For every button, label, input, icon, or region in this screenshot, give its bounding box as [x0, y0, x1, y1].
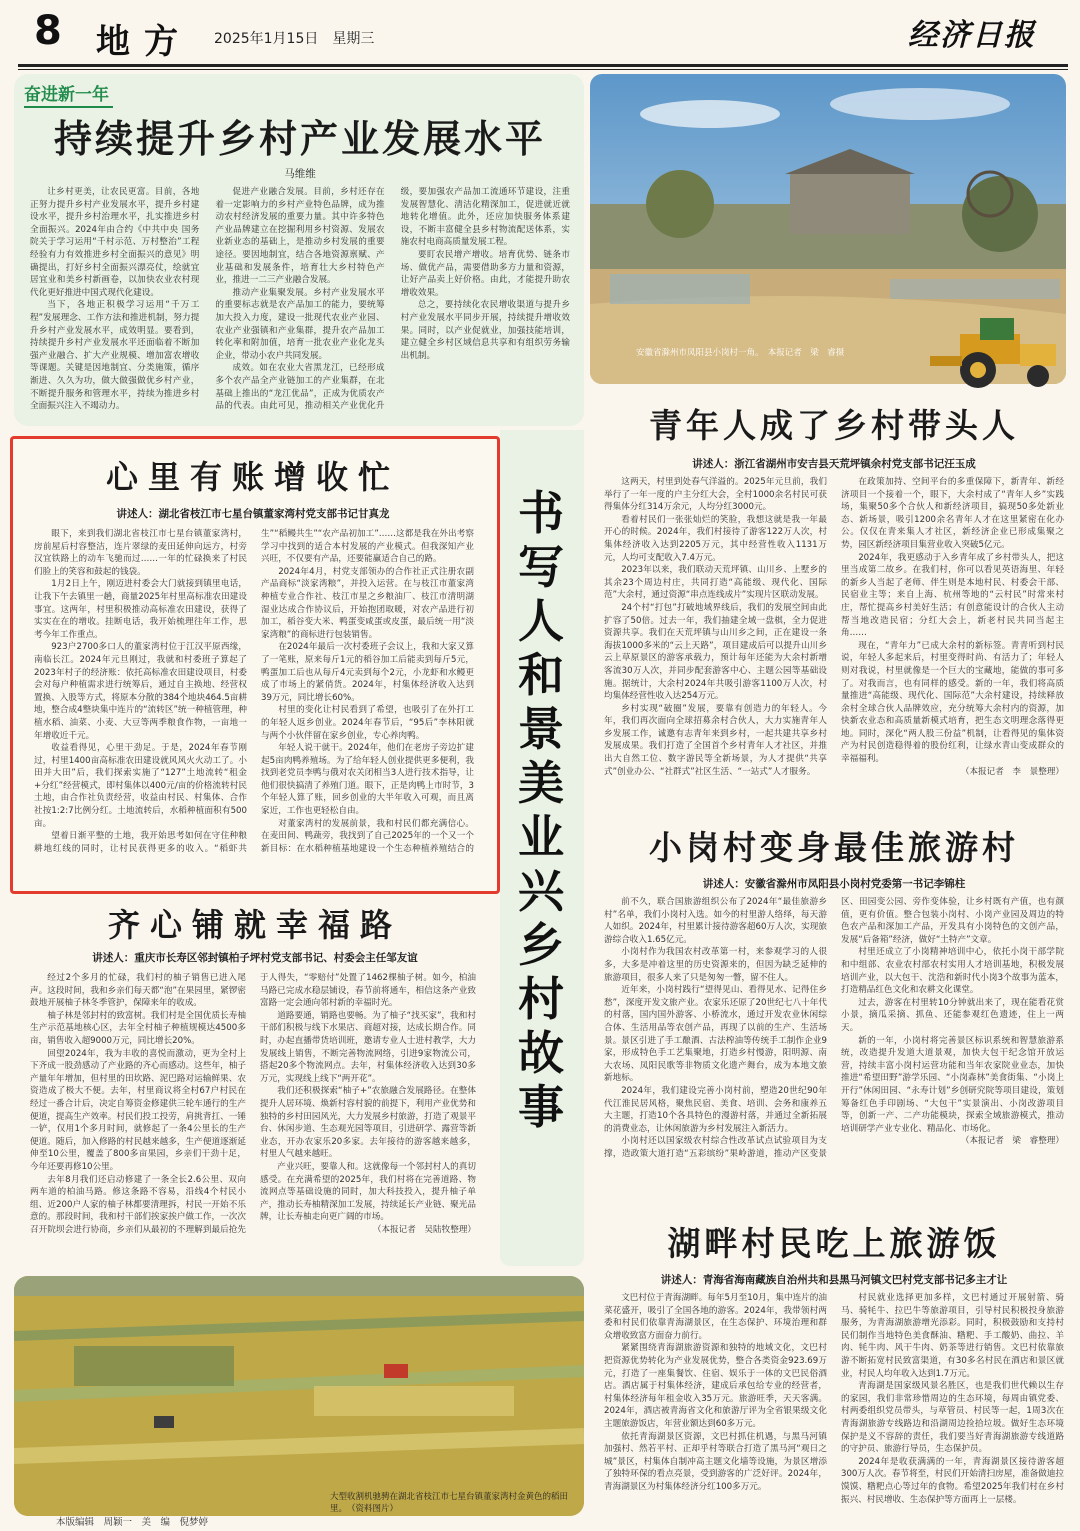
issue-date: 2025年1月15日 星期三: [214, 31, 375, 47]
article-2-paragraph: 2024年，我更感动于入乡青年成了乡村带头人，把这里当成第二故乡。在我们村，你可以看见英语海里、年轻的新乡人当起了老师、伴生则是本地村民、村委会干部、民宿业主等；来自上海、杭州等地的“云村民”时常来村庄，帮忙提高乡村美好生活；有创意能设计的合伙人主动帮当地改造民宿；分红大会上，新老村民共同当起主角……: [841, 552, 1064, 639]
lead-paragraph: 促进产业融合发展。目前，乡村还存在着一定影响力的乡村产业特色品牌，成为推动农村经济发展的重要力量。其中许多特色产业品牌建立在挖掘利用乡村资源、发展农业新业态的基础上，是推动乡村发展的重要途径。要因地制宜，结合各地资源禀赋、产业基础和发展条件，培育壮大乡村特色产业，推进一二三产业融合发展。: [215, 187, 385, 286]
article-2-paragraph: 现在，“青年力”已成大余村的新标签。青青听到村民说，年轻人多起来后，村里变得时尚、有活力了；年轻人则对我说，村里就像是一个巨大的宝藏地，能做的事可多了。对我而言，也有同样的感受。新的一年，我们将高质量推进“高能级、现代化、国际范”大余村建设，持续释放余村全球合伙人品牌效应，充分统筹大余村内的资源，加快新农业态和高质量新模式培育，把生态文明理念落得更地。同时，深化“两人股三份益”机制，让看得见的集体资产为村民创造稳得着的股份红利，让绿水青山变成群众的幸福福利。: [841, 640, 1064, 765]
lead-paragraph: 要盯农民增产增收。培育优势、链条市场、做优产品，需要借助多方力量和资源，让好产品卖上好价格。由此，才能提升助农增收效果。: [400, 249, 570, 298]
article-4-paragraph: 近年来，小岗村践行“望得见山、看得见水、记得住乡愁”，深度开发文旅产业。农家乐还原了20世纪七八十年代的村落，国内国外游客、小桥流水，通过开发农业休闲综合体、生活用品等农创产品，再现了以前的生产、生活场景。景区引进了手工酿酒、古法榨油等传统手工制作企业9家，形成特色手工艺集聚地，打造乡村慢游，阳明源、南大农场、凤阳民歌等非物质文化遗产舞台，成为本地文旅新地标。: [604, 985, 827, 1084]
vertical-title: 书写人和景美业兴乡村故事: [518, 486, 564, 1134]
article-3-paragraph: 我们还积极探索“柚子+”农旅融合发展路径。在整体提升人居环境、焕新村容村貌的前提下，利用产业优势和独特的乡村田园风光，大力发展乡村旅游，打造了观景平台、休闲步道、生态观光园等项目，引进研学、露营等新业态，开办农家乐20多家。去年接待的游客越来越多，村里人气越来越旺。: [260, 1086, 476, 1160]
article-5-paragraph: 文巴村位于青海湖畔。每年5月至10月，集中连片的油菜花盛开，吸引了全国各地的游客。2024年，我带领村两委和村民们依靠青海湖景区，在生态保护、环境治理和群众增收致富方面奋力前行。: [604, 1293, 827, 1341]
lead-paragraph: 总之，要持续化农民增收渠道与提升乡村产业发展水平同步开展，持续提升增收效果。同时，以产业促就业，加强技能培训，建立健全乡村区域信息共享和有组织劳务输出机制。: [400, 300, 570, 361]
article-5-byline: 讲述人：青海省海南藏族自治州共和县黑马河镇文巴村党支部书记多主才让: [660, 1274, 1008, 1286]
article-2-signature: （本报记者 李 景整理）: [960, 766, 1064, 777]
article-4-paragraph: 2024年，我们建设完善小岗村前，塑造20世纪90年代江淮民居风格，聚焦民宿、美食、培训、会务和康养五大主题，打造10个各具特色的漫游村落，并通过全新拓展的消费业态，让休闲旅游为乡村发展注入新活力。: [604, 1085, 827, 1134]
lead-paragraph: 成效。如在农业大省黑龙江，已经形成多个农产品全产业链加工的产业集群，在北基础上推出的“龙江优品”，正成为优质农产品的代表。由此可见，推动相关产业优化升级，要加强农产品加工流通环节建设，注重发展智慧化、清洁化精深加工，促进就近就地转化增值。此外，还应加快服务体系建设，不断丰富健全县乡村物流配送体系，实施农村电商高质量发展工程。: [215, 187, 570, 412]
article-1-paragraph: 年轻人说干就干。2024年，他们在老房子旁边扩建起5亩肉鸭养殖场。为了给年轻人创业提供更多便利，我找到老党员李鸭与俄对农关闭相当3人进行技术指导，让他们很快搞清了养殖门道。眼下，正是肉鸭上市时节，3个年轻人算了账，回乡创业的大半年收入可观，而且离家近，工作也更轻松自由。: [261, 743, 474, 817]
article-4-paragraph: 过去，游客在村里转10分钟就出来了，现在能看花赏小景，摘瓜采摘、抓鱼、还能参观红色遗迹，住上一两天。: [841, 997, 1064, 1033]
article-1-paragraph: 在2024年最后一次村委班子会议上，我和大家又算了一笔账，原来每斤1元的稻谷加工后能卖到每斤5元，鸭蛋加工后也从每斤4元卖到每个2元，小龙虾和水鳗更成了市场上的紧俏货。2024年，村集体经济收入达到39万元，同比增长60%。: [261, 642, 474, 703]
article-2-paragraph: 看着村民们一张张灿烂的笑脸，我想这就是我一年最开心的时候。2024年，我们村接待了游客122万人次，村集体经济收入达到2205万元，其中经营性收入1131万元，人均可支配收入7.4万元。: [604, 514, 827, 563]
article-4-signature: （本报记者 梁 睿整理）: [960, 1136, 1064, 1147]
article-3-signature: （本报记者 吴陆牧整理）: [372, 1224, 476, 1235]
article-4-paragraph: 小岗村作为我国农村改革第一村，来参观学习的人很多，大多是冲着这里的历史资源来的，但因为缺乏延伸的旅游项目，很多人来了只是匆匆一瞥，留不住人。: [604, 947, 827, 983]
article-1-paragraph: 收益看得见，心里干劲足。于是，2024年春节刚过，村里1400亩高标准农田建设就风风火火动工了。小田并大田”后，我们探索实施了“127”土地流转“租金+分红”经营模式，即村集体以400元/亩的价格流转村民土地，由合作社负责经营，收益由村民、村集体、合作社按1:2:7比例分红。土地流转后，水稻种植面积有500亩。: [34, 743, 247, 829]
section-name: 地方: [96, 22, 192, 62]
article-2-body: [604, 476, 1064, 784]
article-5-paragraph: 依托青海湖景区资源，文巴村抓住机遇，与黑马河镇加强村、然若平村、正却乎村等联合打造了黑马河“观日之城”景区，村集体自制冲高主题文化墙等设施，为景区增添了独特环保的看点亮景，受到游客的广泛好评。2024年，青海湖景区为村集体经济分红100多万元。: [604, 1431, 827, 1492]
article-5-body: [604, 1292, 1064, 1518]
footer-editor: 本版编辑 周颖一 美 编 倪梦婷: [56, 1517, 209, 1528]
article-1-body: [34, 528, 474, 866]
tractor-icon: [920, 312, 1070, 392]
article-4-paragraph: 前不久，联合国旅游组织公布了2024年“最佳旅游乡村”名单，我们小岗村入选。如今的村里游人络绎，每天游人如织。2024年，村里累计接待游客超60万人次，实现旅游综合收入1.65亿元。: [604, 897, 827, 945]
rice-harvest-illustration: [14, 1276, 584, 1516]
article-3-paragraph: 回望2024年，我为丰收的喜悦而激动，更为全村上下齐成一股劲感动了产业路的齐心而感动。这些年，柚子产量年年增加，但村里的田坎路、泥巴路对运输鲜果、农资造成了极大不便。去年，村里商议将全村67户村民在经过一番合计后，决定自筹资金修建供三轮车通行的生产便道，提高生产效率。村民们投工投劳，肩挑背扛、一锤一铲，仅用1个多月时间，就修起了一条4公里长的生产便道。随后，加入修路的村民越来越多，生产便道逐渐延伸至10公里，覆盖了800多亩果园，乡亲们干劲十足，今年还要再修10公里。: [30, 1048, 246, 1172]
article-1-byline: 讲述人：湖北省枝江市七星台镇董家湾村党支部书记甘真龙: [116, 508, 390, 520]
article-3-paragraph: 去年8月我们还启动修建了一条全长2.6公里、双向两车道的柏油马路。修这条路不容易，沿线4个村民小组、近200户人家的柚子林都要清理拆，村民一开始不乐意的。那段时间，我和村干部们挨家挨户做工作，一次次召开院坝会进行协商，乡亲们从最初的不理解到最后抢先于人得失，“零赔付”处置了1462棵柚子树。如今，柏油马路已完成水稳层铺设，春节前将通车，相信这条产业致富路一定会通向邻村新的幸福时光。: [30, 973, 476, 1235]
article-5-headline: 湖畔村民吃上旅游饭: [667, 1224, 1001, 1263]
article-4-paragraph: 村里还成立了小岗精神培训中心，依托小岗干部学院和中组部、农业农村部农村实用人才培训基地，积极发展培训产业，以大包干、沈浩和新时代小岗3个故事为蓝本，打造精品红色文化和农耕文化课堂。: [841, 947, 1064, 996]
header-rule-thin: [18, 69, 1068, 70]
article-1-paragraph: 1月2日上午，刚迈进村委会大门就接到镇里电话，让我下午去镇里一趟，商量2025年村里高标准农田建设事宜。这两年，村里积极推动高标准农田建设，获得了实实在在的增收。挂断电话，我开始梳理往年工作，思考今年工作重点。: [34, 579, 247, 640]
lead-paragraph: 当下，各地正积极学习运用“千万工程”发展理念、工作方法和推进机制，努力提升乡村产业发展水平，成效明显。要看到，持续提升乡村产业发展水平还面临着不断加强产业融合、扩大产业规模、增加富农增收等课题。关键是因地制宜、分类施策，循序渐进、久久为功，做大做强做优乡村产业，不断提升服务和管理水平，持续为推进乡村全面振兴注入不竭动力。: [30, 300, 200, 412]
page-number: 8: [34, 8, 62, 54]
article-4-paragraph: 小岗村还以国家级农村综合性改革试点试验项目为支撑，造政策大道打造“五彩缤纷”果岭游道，推动产区变景区、田园变公园、旁作变体验，让乡村既有产值，也有颜值，更有价值。整合包装小岗村、小岗产业园及周边的特色农产品和深加工产品，开发具有小岗特色的文创产品，发展“后备箱”经济，做好“土特产”文章。: [604, 897, 1064, 1159]
section-tag: 奋进新一年: [24, 80, 113, 108]
lead-paragraph: 推动产业集聚发展。乡村产业发展水平的重要标志就是农产品加工的能力，要统筹加大投入力度，建设一批现代农业产业园、农业产业强镇和产业集群，提升农产品加工转化率和附加值，培育一批农业产业化龙头企业，带动小农户共同发展。: [215, 287, 385, 361]
article-3-body: [30, 972, 476, 1268]
article-4-body: [604, 896, 1064, 1198]
article-3-paragraph: 经过2个多月的忙碌，我们村的柚子销售已进入尾声。这段时间，我和乡亲们每天都“泡”在果园里，紧锣密鼓地开展柚子林冬季管护，保障来年的收成。: [30, 973, 246, 1009]
article-2-paragraph: 这两天，村里到处春气洋溢的。2025年元旦前，我们举行了一年一度的户主分红大会，全村1000余名村民可获得集体分红314万余元，人均分红3000元。: [604, 477, 827, 513]
article-3-paragraph: 产业兴旺，要靠人和。这就像每一个邻封村人的真切感受。在充满希望的2025年，我们村将在完善道路、物流网点等基础设施的同时，加大科技投入，提升柚子单产，推动长寿柚精深加工发展，持续延长产业链、聚光品牌，让长寿柚走向更广阔的市场。: [260, 1161, 476, 1223]
article-5-paragraph: 紧紧围绕青海湖旅游资源和独特的地域文化，文巴村把资源优势转化为产业发展优势，整合各类资金923.69万元，打造了一座集餐饮、住宿、娱乐于一体的文巴民俗酒店。酒店属于村集体经济，建成后承包给专业的经营者，村集体经济每年租金收入35万元。旅游旺季，天天客满。2024年，酒店被青海省文化和旅游厅评为全省银果级文化主题旅游饭店，年营业额达到60多万元。: [604, 1343, 827, 1429]
article-4-paragraph: 新的一年，小岗村将完善景区标识系统和智慧旅游系统，改造提升发道大道景观，加快大包干纪念馆开放运营，持续丰富小岗村运营功能和当年农家院业业态，加快推进“希望田野”游学乐园、“小岗森林”美食街集、“小岗上开行”休闲田园、“永寿计划”乡创研究院等项目建设，策划筹备红色手印剧场、“大包干”实景演出、小岗改游项目等，创新一产、二产功能模块，探索全域旅游模式，推动培训研学产业专业化、精品化、市场化。: [841, 1035, 1064, 1134]
article-1-paragraph: 对董家湾村的发展前景，我和村民们都充满信心。在麦田间、鸭蔬旁，我找到了自己2025年的一个又一个新目标：在水稻种植基地建设一个生态种植养殖结合的: [261, 818, 474, 854]
article-2-paragraph: 在政策加持、空间平台的多重保障下，新青年、新经济项目一个接着一个，眼下，大余村成了“青年人乡”实践场，集聚50多个合伙人和新经济项目，搞现50多处新业态、新场景，吸引1200余名青年人才在这里紧密在化办公。仅仅在青来集人才社区，新经济企业已形成集聚之势，园区新经济项目集营业收入突破5亿元。: [841, 477, 1064, 550]
article-3-paragraph: 柚子林是邻封村的致富树。我们村是全国优质长寿柚生产示范基地核心区，去年全村柚子种植规模达4500多亩，销售收入超9000万元，同比增长20%。: [30, 1010, 246, 1046]
article-2-paragraph: 乡村实现“破圈”发展，要靠有创造力的年轻人。今年，我们再次面向全球招募余村合伙人，大力实施青年人乡发展工作，诚邀有志青年来到乡村，一起共建共享乡村发展成果。我们打造了全国首个乡村青年人才社区，并推出大自然工位、数字游民等全新场景，为人才提供“共享式”创业办公、“社群式”社区生活、“一站式”人才服务。: [604, 703, 827, 777]
article-5-paragraph: 青海湖是国家级风景名胜区，也是我们世代赖以生存的家园，我们非常珍惜周边的生态环境，每周由镇党委、村两委组织党员带头，与草管员、村民等一起，1周3次在青海湖旅游专线路边和沿湖周边捡拾垃圾。做好生态环境保护是义不容辞的责任，我们要当好青海湖旅游专线道路的守护员、旅游行导员，生态保护员。: [841, 1381, 1064, 1455]
page-header: [0, 0, 1080, 62]
article-1-paragraph: 村里的变化让村民看到了希望，也吸引了在外打工的年轻人返乡创业。2024年春节后，“95后”李林阳就与两个小伙伴留在家乡创业，专心养肉鸭。: [261, 705, 474, 741]
article-3-paragraph: 道路要通，销路也要畅。为了柚子“找买家”，我和村干部们积极与线下水果店、商超对接，达成长期合作。同时，办起直播带货培训班，邀请专业人士进村教学，大力发展线上销售，不断完善物流网络，引进9家物流公司，搭起20多个物流网点。去年，村集体经济收入达到30多万元，实现线上线下“两开花”。: [260, 1010, 476, 1084]
lead-body: [30, 186, 570, 422]
bottom-photo: [14, 1276, 584, 1516]
article-2-byline: 讲述人：浙江省湖州市安吉县天荒坪镇余村党支部书记汪玉成: [692, 458, 976, 470]
article-1-paragraph: 望着日渐平整的土地，我开始思考如何在守住种粮耕地红线的同时，让村民获得更多的收入。“稻虾共生”“稻鳗共生”“农产品初加工”……这都是我在外出考察学习中找到的适合本村发展的产业模式。但我深知产业兴旺，不仅要有产品，还要能赢适合自己的路。: [34, 529, 474, 854]
article-5-paragraph: 村民就业选择更加多样，文巴村通过开展射箭、骑马、骑牦牛、拉巴牛等旅游项目，引导村民积极投身旅游服务，为青海湖旅游增光添彩。同时，积极鼓励和支持村民们制作当地特色美食酥油、糌粑、手工酸奶、曲拉、羊肉、牦牛肉、风干牛肉、奶茶等进行销售。文巴村依靠旅游不断拓宽村民致富渠道，有30多名村民在酒店和景区就业，村民人均年收入达到1.7万元。: [841, 1293, 1064, 1379]
article-4-byline: 讲述人：安徽省滁州市凤阳县小岗村党委第一书记李锦柱: [702, 878, 966, 890]
article-1-paragraph: 2024年4月，村党支部领办的合作社正式注册农副产品商标“淡家湾粮”，并投入运营。在与枝江市董家湾种植专业合作社、枝江市星之乡粮油厂、枝江市清明湖湿业达成合作协议后，开始抱团取暖，对农产品进行初加工，稻谷变大米、鸭蛋变咸蛋或皮蛋，最后统一用“淡家湾粮”的商标进行包装销售。: [261, 566, 474, 640]
article-2-paragraph: 2023年以来，我们联动天荒坪镇、山川乡、上墅乡的其余23个周边村庄，共同打造“高能级、现代化、国际范”大余村，通过资源“串点连线成片”实现片区联动发展。: [604, 565, 827, 601]
article-5-paragraph: 2024年是收获满满的一年，青海湖景区接待游客超300万人次。春节将至，村民们开始清扫房屋，准备做迪拉馍馍、糌粑点心等过年的食物。希望2025年我们村在乡村振兴、村民增收、生态保护等方面再上一层楼。: [841, 1456, 1064, 1505]
lead-author: 马维维: [284, 168, 316, 180]
article-1-paragraph: 眼下，来到我们湖北省枝江市七星台镇董家湾村，房前屋后村容整洁，连片翠绿的麦田延伸向远方，村旁汉宜铁路上的动车飞驰而过……一年的忙碌换来了村民们脸上的笑容和鼓起的钱袋。: [34, 529, 247, 577]
article-3-headline: 齐心铺就幸福路: [107, 906, 402, 944]
masthead-logo: 经济日报: [908, 18, 1036, 53]
lead-paragraph: 让乡村更美，让农民更富。目前，各地正努力提升乡村产业发展水平，提升乡村建设水平，提升乡村治理水平，扎实推进乡村全面振兴。2024年由合约《中共中央 国务院关于学习运用“千村示范、万村整治”工程经验有力有效推进乡村全面振兴的意见》明确提出，打好乡村全面振兴漂亮仗，绘就宜居宜业和美乡村新画卷，以加快农业农村现代化更好推进中国式现代化建设。: [30, 187, 200, 298]
article-2-paragraph: 24个村“打包”打破地域界线后，我们的发展空间由此扩容了50倍。过去一年，我们抽建全域一盘棋，全力促进资源共享。我们在天荒坪镇与山川乡之间，正在建设一条海拔1000多米的“云上天路”，项目建成后可以提升山川乡云上草原景区的游客承载力，预计每年还能为大余村新增客流30万人次，并同步配套游客中心、主题公园等基础设施。据统计，大余村2024年共吸引游客1100万人次，村均集体经营性收入达254万元。: [604, 602, 827, 702]
article-1-paragraph: 923户2700多口人的董家湾村位于江汉平原西缘，南临长江。2024年元旦刚过，我就和村委班子算起了2023年村子的经济账：依托高标准农田建设项目，村委会对每户种植需求进行统筹后，通过自主换地、经营权置换、入股等方式，将原本分散的384个地块464.5亩耕地，整合成4整块集中连片的“流转区”统一种植管理，种植水稻、油菜、小麦、大豆等两季粮食作物，一亩地一年增收近千元。: [34, 642, 247, 741]
article-2-headline: 青年人成了乡村带头人: [649, 406, 1019, 445]
article-4-headline: 小岗村变身最佳旅游村: [649, 828, 1019, 867]
header-rule: [18, 64, 1068, 67]
bottom-photo-caption: 大型收割机驰骋在湖北省枝江市七星台镇董家湾村金黄色的稻田里。 （资料图片）: [330, 1492, 569, 1514]
article-3-byline: 讲述人：重庆市长寿区邻封镇柏子坪村党支部书记、村委会主任邹友谊: [92, 952, 418, 964]
article-1-headline: 心里有账增收忙: [105, 458, 400, 496]
top-photo-caption: 安徽省滁州市凤阳县小岗村一角。 本报记者 梁 睿摄: [636, 348, 845, 358]
lead-headline: 持续提升乡村产业发展水平: [53, 116, 546, 161]
